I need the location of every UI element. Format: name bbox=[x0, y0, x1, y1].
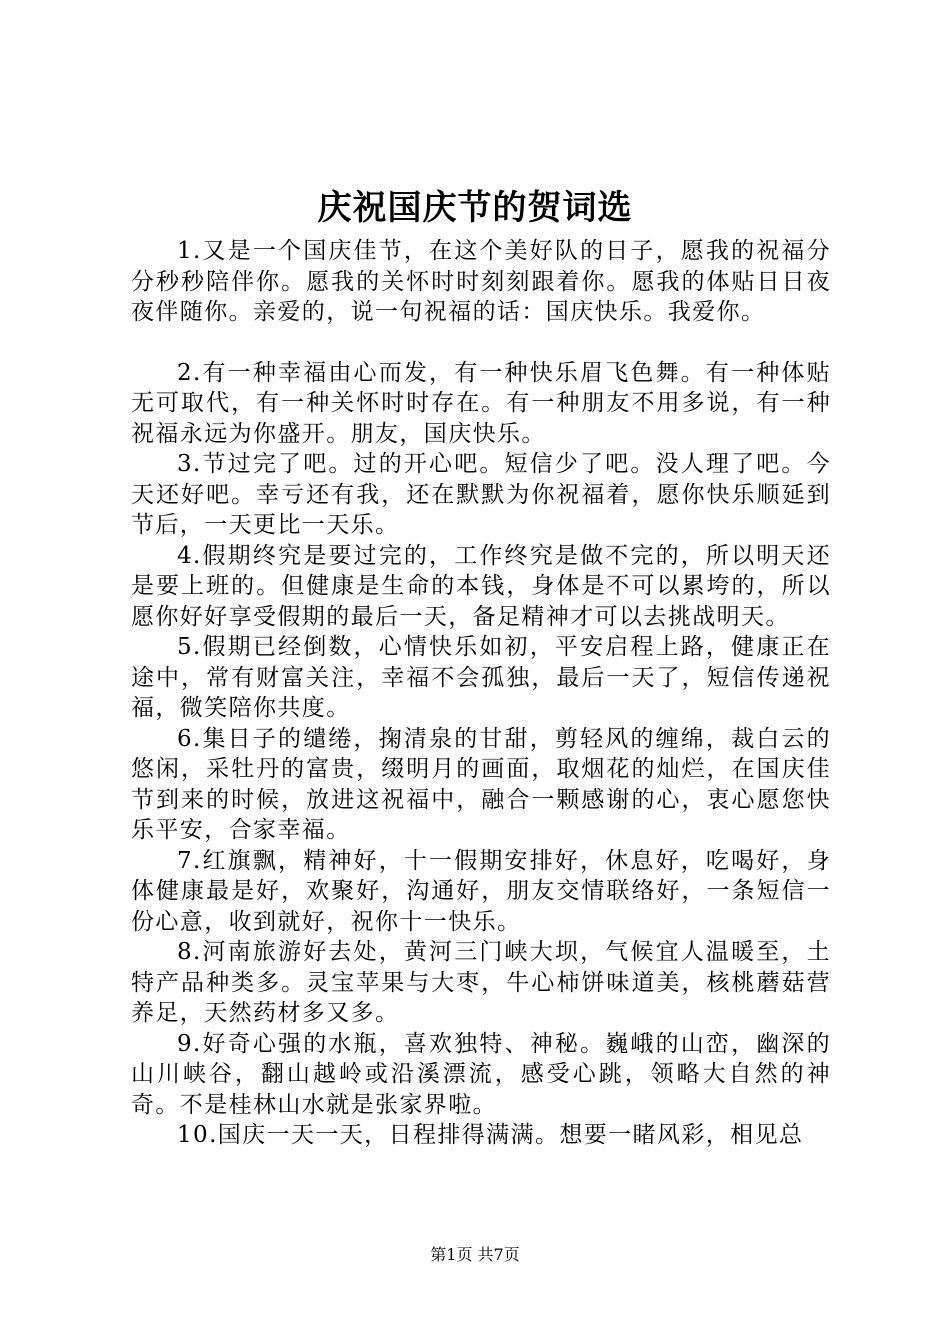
document-title: 庆祝国庆节的贺词选 bbox=[317, 188, 633, 228]
document-body bbox=[131, 236, 831, 1151]
paragraph-10: 10.国庆一天一天，日程排得满满。想要一睹风彩，相见总 bbox=[177, 1122, 804, 1148]
paragraph-7: 7.红旗飘，精神好，十一假期安排好，休息好，吃喝好，身体健康最是好，欢聚好，沟通好，朋友交情联络好，一条短信一份心意，收到就好，祝你十一快乐。 bbox=[131, 847, 831, 935]
paragraph-6: 6.集日子的缱绻，掬清泉的甘甜，剪轻风的缠绵，裁白云的悠闲，采牡丹的富贵，缀明月的画面，取烟花的灿烂，在国庆佳节到来的时候，放进这祝福中，融合一颗感谢的心，衷心愿您快乐平安，合家幸福。 bbox=[131, 725, 831, 843]
paragraph-2: 2.有一种幸福由心而发，有一种快乐眉飞色舞。有一种体贴无可取代，有一种关怀时时存在。有一种朋友不用多说，有一种祝福永远为你盛开。朋友，国庆快乐。 bbox=[131, 359, 831, 447]
paragraph-9: 9.好奇心强的水瓶，喜欢独特、神秘。巍峨的山峦，幽深的山川峡谷，翻山越岭或沿溪漂流，感受心跳，领略大自然的神奇。不是桂林山水就是张家界啦。 bbox=[131, 1030, 831, 1118]
paragraph-4: 4.假期终究是要过完的，工作终究是做不完的，所以明天还是要上班的。但健康是生命的本钱，身体是不可以累垮的，所以愿你好好享受假期的最后一天，备足精神才可以去挑战明天。 bbox=[131, 542, 831, 630]
paragraph-8: 8.河南旅游好去处，黄河三门峡大坝，气候宜人温暖至，土特产品种类多。灵宝苹果与大枣，牛心柿饼味道美，核桃蘑菇营养足，天然药材多又多。 bbox=[131, 939, 831, 1026]
page-number-footer: 第1页 共7页 bbox=[430, 1245, 520, 1264]
paragraph-5: 5.假期已经倒数，心情快乐如初，平安启程上路，健康正在途中，常有财富关注，幸福不会孤独，最后一天了，短信传递祝福，微笑陪你共度。 bbox=[131, 634, 831, 721]
paragraph-3: 3.节过完了吧。过的开心吧。短信少了吧。没人理了吧。今天还好吧。幸亏还有我，还在默默为你祝福着，愿你快乐顺延到节后，一天更比一天乐。 bbox=[131, 451, 831, 538]
paragraph-1: 1.又是一个国庆佳节，在这个美好队的日子，愿我的祝福分分秒秒陪伴你。愿我的关怀时时刻刻跟着你。愿我的体贴日日夜夜伴随你。亲爱的，说一句祝福的话：国庆快乐。我爱你。 bbox=[131, 238, 831, 325]
